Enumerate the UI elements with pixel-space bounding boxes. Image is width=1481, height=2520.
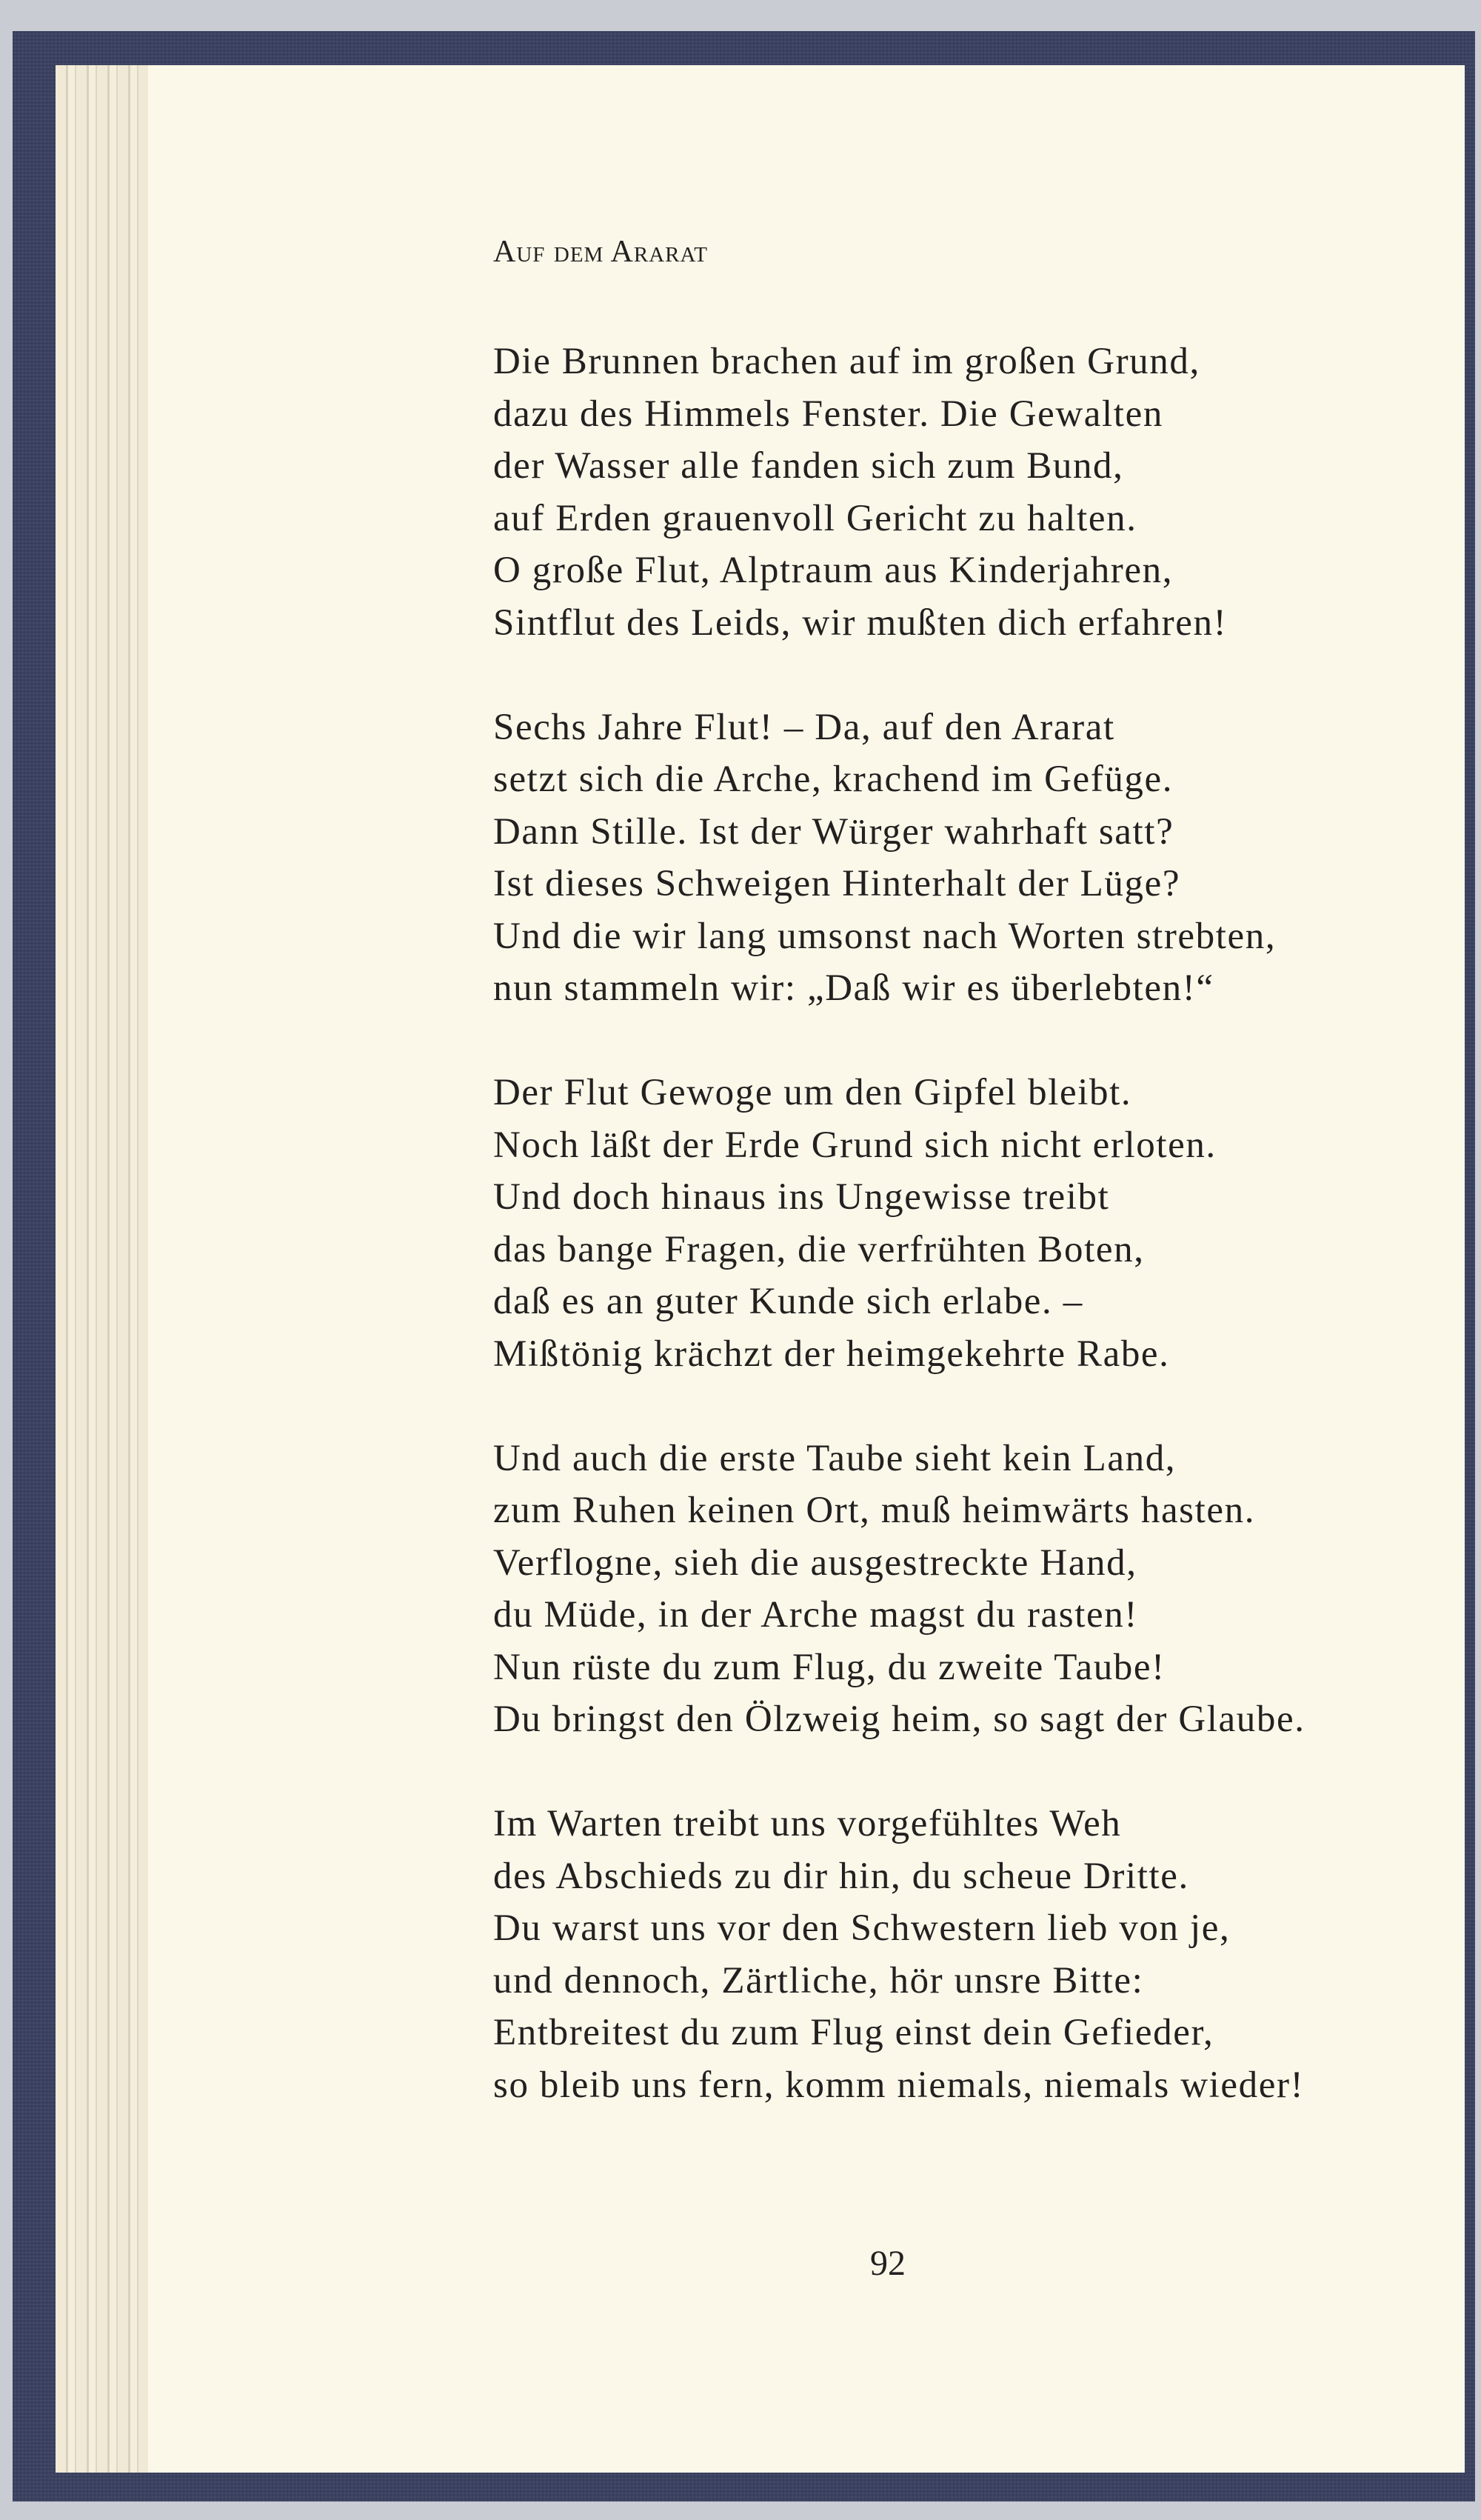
stanza-3	[493, 1067, 1306, 1380]
page-number: 92	[870, 2244, 906, 2283]
verse-line: O große Flut, Alptraum aus Kinderjahren,	[493, 550, 1174, 591]
verse-line: Und die wir lang umsonst nach Worten strebten,	[493, 915, 1277, 957]
verse-line: Entbreitest du zum Flug einst dein Gefieder,	[493, 2012, 1214, 2053]
verse-line: Der Flut Gewoge um den Gipfel bleibt.	[493, 1072, 1132, 1113]
verse-line: Dann Stille. Ist der Würger wahrhaft satt?	[493, 810, 1174, 853]
verse-line: Sechs Jahre Flut! – Da, auf den Ararat	[493, 706, 1115, 748]
verse-line: Verflogne, sieh die ausgestreckte Hand,	[493, 1541, 1137, 1584]
verse-line: Im Warten treibt uns vorgefühltes Weh	[493, 1803, 1122, 1844]
verse-line: dazu des Himmels Fenster. Die Gewalten	[493, 393, 1163, 435]
verse-line: Nun rüste du zum Flug, du zweite Taube!	[493, 1646, 1166, 1688]
verse-line: des Abschieds zu dir hin, du scheue Dritte.	[493, 1855, 1189, 1897]
verse-line: Und doch hinaus ins Ungewisse treibt	[493, 1176, 1110, 1218]
verse-line: Ist dieses Schweigen Hinterhalt der Lüge?	[493, 863, 1181, 904]
book-page	[148, 65, 1465, 2473]
verse-line: das bange Fragen, die verfrühten Boten,	[493, 1228, 1145, 1270]
verse-line: Noch läßt der Erde Grund sich nicht erloten.	[493, 1124, 1217, 1166]
verse-line: du Müde, in der Arche magst du rasten!	[493, 1594, 1138, 1636]
verse-line: Und auch die erste Taube sieht kein Land,	[493, 1437, 1177, 1479]
verse-line: Du bringst den Ölzweig heim, so sagt der Glaube.	[493, 1699, 1306, 1740]
verse-line: Sintflut des Leids, wir mußten dich erfahren!	[493, 601, 1228, 644]
page-edges	[56, 65, 159, 2473]
verse-line: so bleib uns fern, komm niemals, niemals wieder!	[493, 2064, 1305, 2106]
verse-line: nun stammeln wir: „Daß wir es überlebten!“	[493, 967, 1214, 1009]
verse-line: setzt sich die Arche, krachend im Gefüge.	[493, 759, 1174, 800]
poem-title: Auf dem Ararat	[493, 235, 708, 269]
poem-body	[493, 336, 1306, 2164]
verse-line: zum Ruhen keinen Ort, muß heimwärts hasten.	[493, 1490, 1256, 1531]
stanza-1	[493, 336, 1306, 649]
verse-line: Du warst uns vor den Schwestern lieb von je,	[493, 1907, 1231, 1949]
stanza-2	[493, 701, 1306, 1015]
stanza-5	[493, 1798, 1306, 2111]
verse-line: Die Brunnen brachen auf im großen Grund,	[493, 341, 1200, 382]
verse-line: Mißtönig krächzt der heimgekehrte Rabe.	[493, 1333, 1170, 1375]
verse-line: und dennoch, Zärtliche, hör unsre Bitte:	[493, 1959, 1144, 2001]
stanza-4	[493, 1433, 1306, 1746]
verse-line: daß es an guter Kunde sich erlabe. –	[493, 1281, 1083, 1322]
verse-line: der Wasser alle fanden sich zum Bund,	[493, 445, 1124, 487]
verse-line: auf Erden grauenvoll Gericht zu halten.	[493, 497, 1137, 539]
